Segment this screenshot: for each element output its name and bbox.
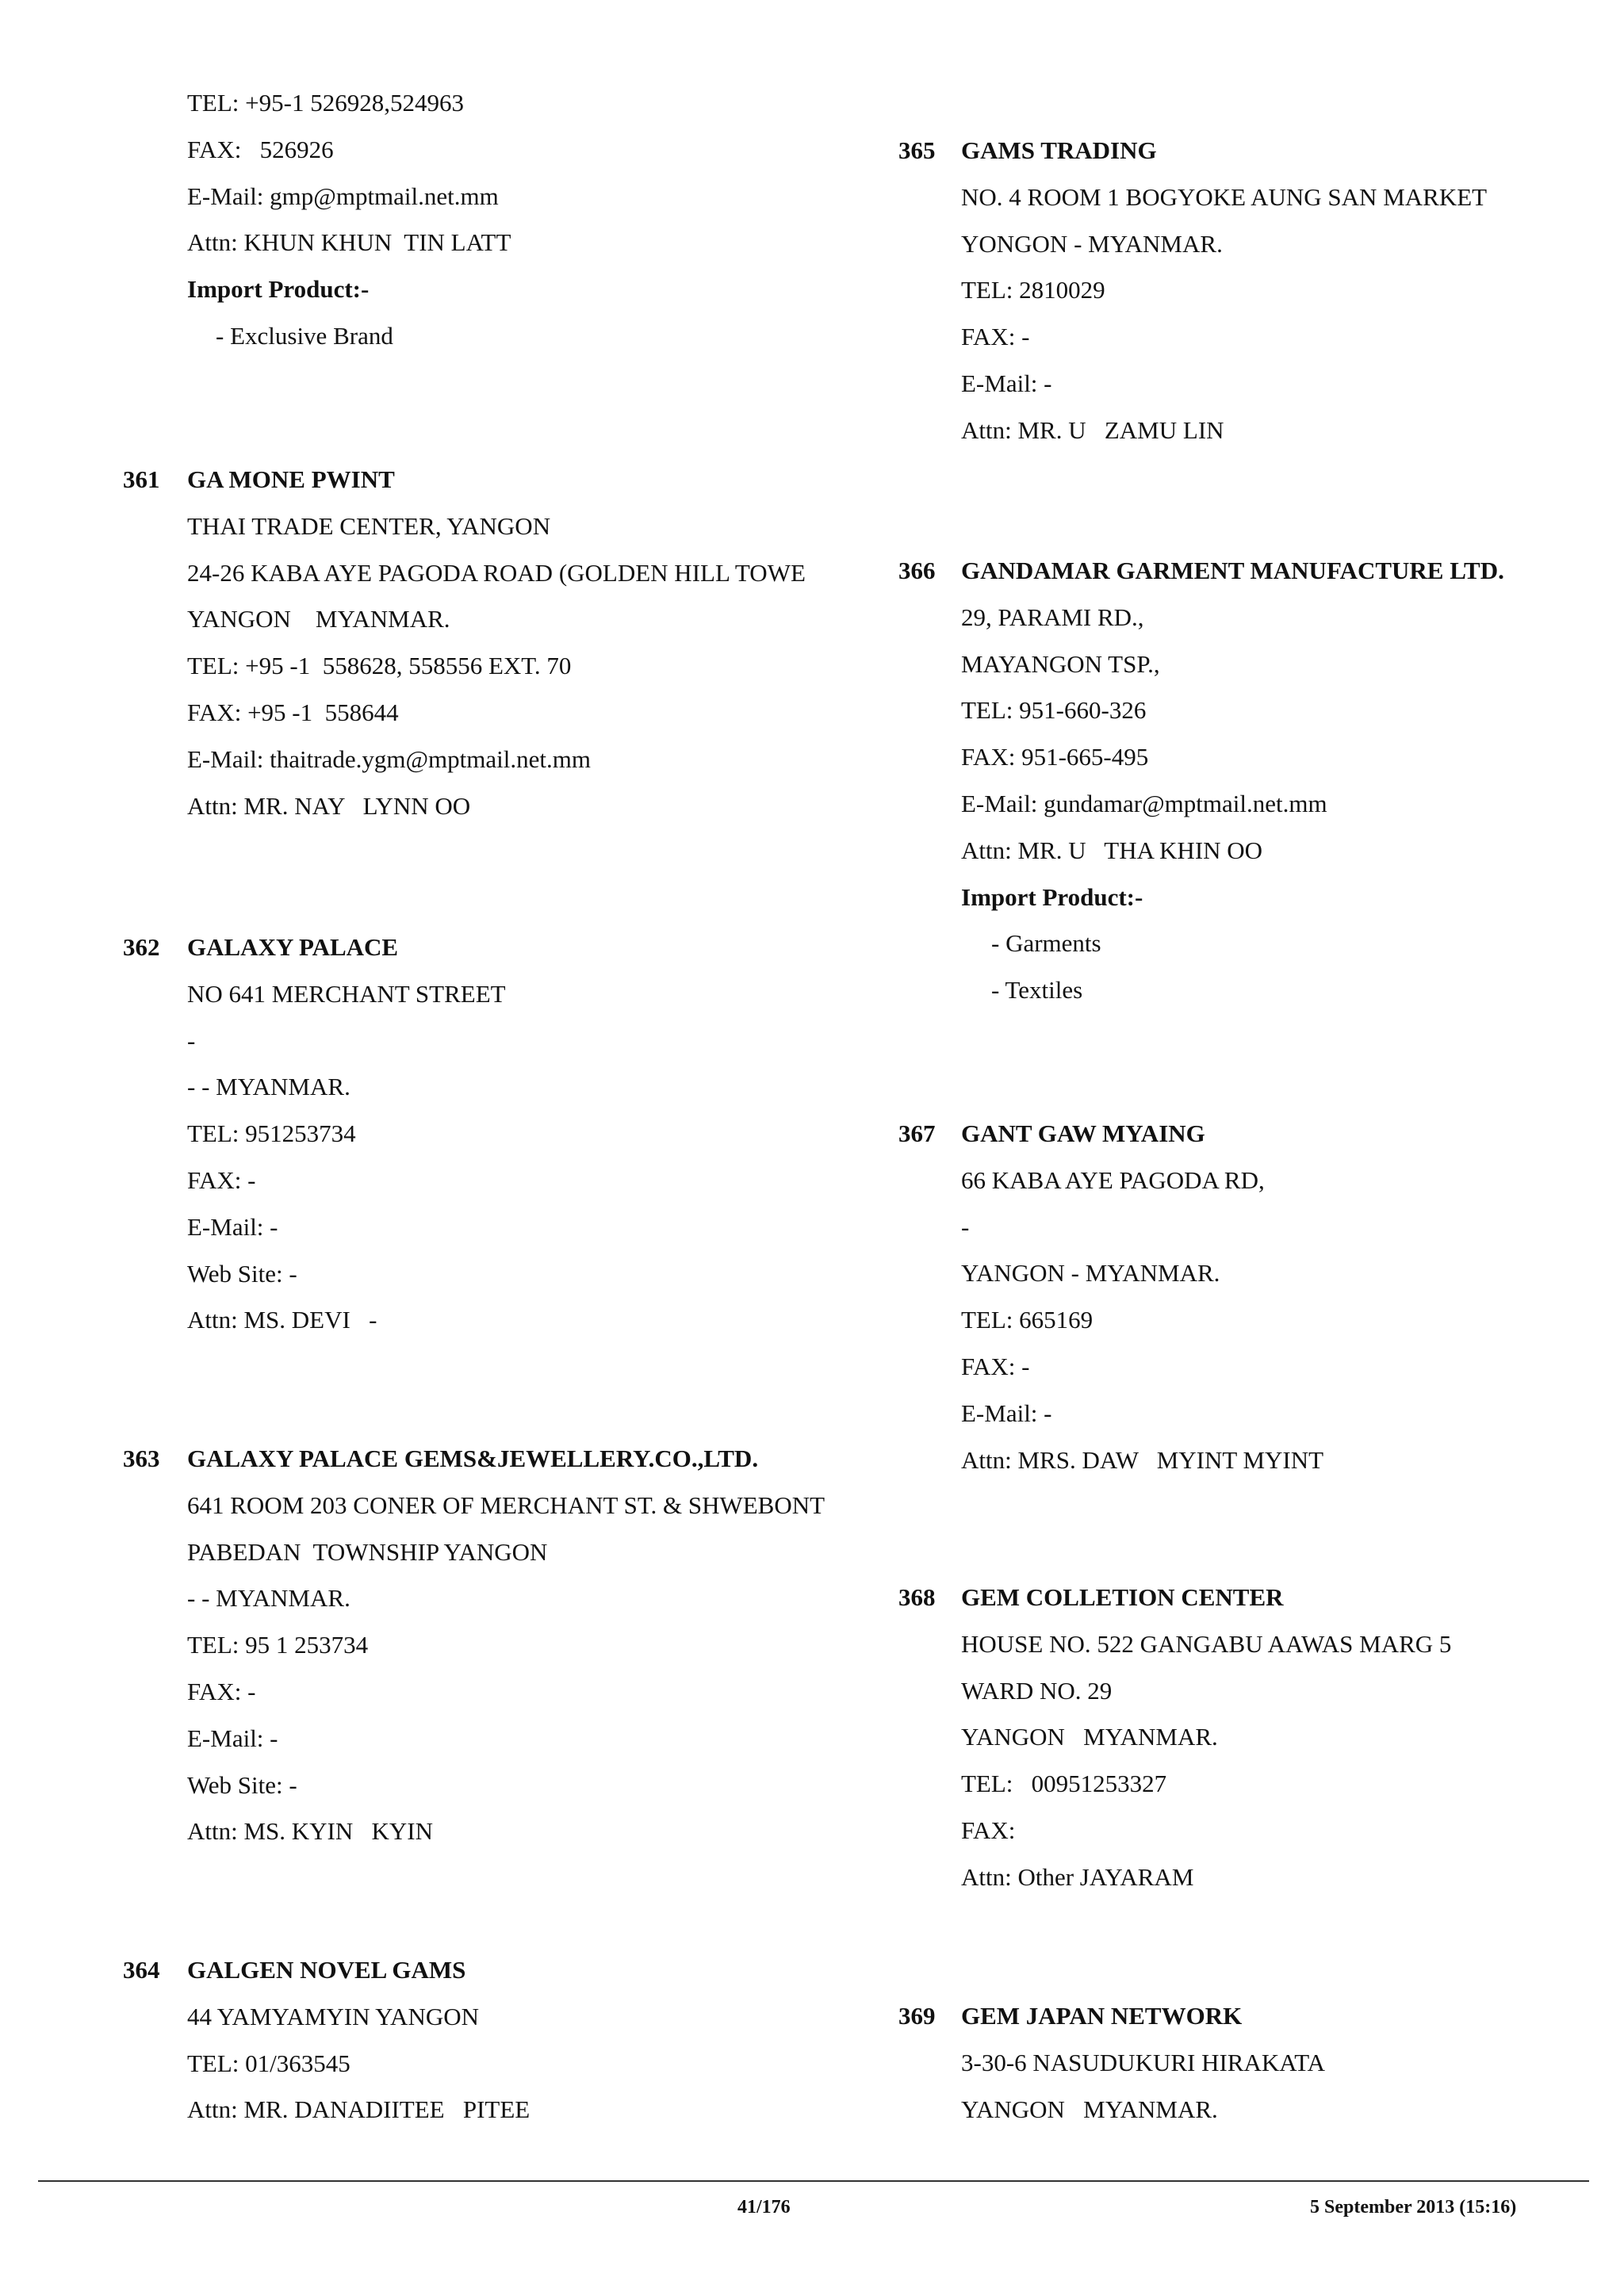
entry-detail-line: TEL: +95 -1 558628, 558556 EXT. 70 — [187, 652, 572, 680]
entry-detail-line: 29, PARAMI RD., — [961, 603, 1144, 631]
entry-detail-line: FAX: +95 -1 558644 — [187, 698, 399, 726]
entry-detail-line: MAYANGON TSP., — [961, 649, 1160, 678]
entry-detail-line: 3-30-6 NASUDUKURI HIRAKATA — [961, 2048, 1326, 2076]
entry-detail-line: TEL: +95-1 526928,524963 — [187, 89, 464, 117]
entry-detail-line: FAX: - — [961, 323, 1030, 351]
company-name: GEM COLLETION CENTER — [961, 1583, 1284, 1611]
entry-detail-line: Attn: MR. DANADIITEE PITEE — [187, 2095, 530, 2124]
entry-detail-line: - - MYANMAR. — [187, 1073, 350, 1101]
entry-detail-line: Attn: MR. NAY LYNN OO — [187, 791, 471, 820]
entry-number: 368 — [898, 1583, 936, 1611]
company-name: GANT GAW MYAING — [961, 1119, 1205, 1147]
company-name: GA MONE PWINT — [187, 465, 395, 493]
entry-detail-line: Attn: MR. U THA KHIN OO — [961, 836, 1263, 864]
entry-detail-line: E-Mail: - — [961, 1399, 1052, 1427]
entry-detail-line: FAX: — [961, 1816, 1016, 1844]
entry-detail-line: Attn: MRS. DAW MYINT MYINT — [961, 1445, 1324, 1474]
entry-detail-line: YONGON - MYANMAR. — [961, 229, 1223, 258]
entry-detail-line: YANGON MYANMAR. — [961, 2095, 1218, 2123]
product-item: - Textiles — [991, 976, 1083, 1004]
entry-detail-line: FAX: - — [187, 1678, 256, 1705]
entry-detail-line: Attn: MS. DEVI - — [187, 1306, 377, 1334]
entry-detail-line: TEL: 951253734 — [187, 1119, 356, 1148]
entry-number: 366 — [898, 557, 936, 584]
entry-detail-line: - — [187, 1026, 196, 1054]
print-date: 5 September 2013 (15:16) — [1310, 2197, 1517, 2218]
entry-detail-line: Web Site: - — [187, 1770, 297, 1799]
page-number: 41/176 — [737, 2197, 791, 2218]
entry-detail-line: 24-26 KABA AYE PAGODA ROAD (GOLDEN HILL TOWE — [187, 558, 806, 587]
company-name: GALAXY PALACE GEMS&JEWELLERY.CO.,LTD. — [187, 1445, 759, 1472]
company-name: GAMS TRADING — [961, 136, 1157, 164]
entry-detail-line: TEL: 665169 — [961, 1306, 1094, 1334]
entry-detail-line: FAX: - — [187, 1166, 256, 1194]
entry-number: 361 — [123, 465, 160, 493]
entry-detail-line: E-Mail: - — [961, 369, 1052, 397]
entry-detail-line: Web Site: - — [187, 1259, 297, 1288]
entry-detail-line: Attn: MS. KYIN KYIN — [187, 1817, 433, 1846]
entry-detail-line: E-Mail: gundamar@mptmail.net.mm — [961, 790, 1327, 817]
entry-detail-line: WARD NO. 29 — [961, 1676, 1113, 1705]
entry-detail-line: YANGON - MYANMAR. — [961, 1259, 1220, 1288]
entry-detail-line: E-Mail: thaitrade.ygm@mptmail.net.mm — [187, 744, 591, 773]
entry-detail-line: 66 KABA AYE PAGODA RD, — [961, 1165, 1265, 1194]
entry-detail-line: FAX: 951-665-495 — [961, 743, 1149, 771]
product-item: - Garments — [991, 929, 1101, 958]
entry-detail-line: TEL: 951-660-326 — [961, 696, 1147, 725]
company-name: GEM JAPAN NETWORK — [961, 2002, 1243, 2030]
entry-number: 363 — [123, 1445, 160, 1472]
section-heading: Import Product:- — [961, 882, 1143, 911]
entry-detail-line: E-Mail: - — [187, 1212, 278, 1241]
entry-detail-line: TEL: 2810029 — [961, 276, 1105, 304]
entry-detail-line: 44 YAMYAMYIN YANGON — [187, 2002, 479, 2030]
entry-detail-line: YANGON MYANMAR. — [187, 605, 450, 633]
company-name: GALGEN NOVEL GAMS — [187, 1956, 466, 1984]
entry-detail-line: THAI TRADE CENTER, YANGON — [187, 511, 551, 540]
entry-detail-line: TEL: 95 1 253734 — [187, 1631, 369, 1659]
entry-detail-line: PABEDAN TOWNSHIP YANGON — [187, 1537, 548, 1566]
entry-detail-line: NO 641 MERCHANT STREET — [187, 979, 506, 1008]
entry-detail-line: HOUSE NO. 522 GANGABU AAWAS MARG 5 — [961, 1629, 1452, 1658]
entry-detail-line: 641 ROOM 203 CONER OF MERCHANT ST. & SHWEBONT — [187, 1490, 825, 1519]
entry-number: 369 — [898, 2002, 936, 2030]
entry-detail-line: FAX: 526926 — [187, 135, 334, 163]
entry-detail-line: TEL: 01/363545 — [187, 2049, 350, 2077]
entry-detail-line: E-Mail: - — [187, 1724, 278, 1752]
entry-detail-line: Attn: MR. U ZAMU LIN — [961, 415, 1224, 444]
footer-divider — [38, 2180, 1589, 2182]
entry-detail-line: NO. 4 ROOM 1 BOGYOKE AUNG SAN MARKET — [961, 182, 1488, 211]
entry-detail-line: YANGON MYANMAR. — [961, 1723, 1218, 1751]
entry-detail-line: FAX: - — [961, 1353, 1030, 1380]
entry-number: 362 — [123, 933, 160, 961]
entry-detail-line: - — [961, 1212, 970, 1241]
company-name: GALAXY PALACE — [187, 933, 399, 961]
company-name: GANDAMAR GARMENT MANUFACTURE LTD. — [961, 557, 1504, 584]
entry-number: 367 — [898, 1119, 936, 1147]
entry-detail-line: E-Mail: gmp@mptmail.net.mm — [187, 182, 499, 210]
entry-detail-line: TEL: 00951253327 — [961, 1770, 1167, 1798]
entry-detail-line: - - MYANMAR. — [187, 1584, 350, 1613]
product-item: - Exclusive Brand — [216, 322, 393, 350]
entry-number: 365 — [898, 136, 936, 164]
entry-detail-line: Attn: KHUN KHUN TIN LATT — [187, 228, 511, 257]
entry-detail-line: Attn: Other JAYARAM — [961, 1862, 1194, 1891]
entry-number: 364 — [123, 1956, 160, 1984]
section-heading: Import Product:- — [187, 275, 370, 304]
